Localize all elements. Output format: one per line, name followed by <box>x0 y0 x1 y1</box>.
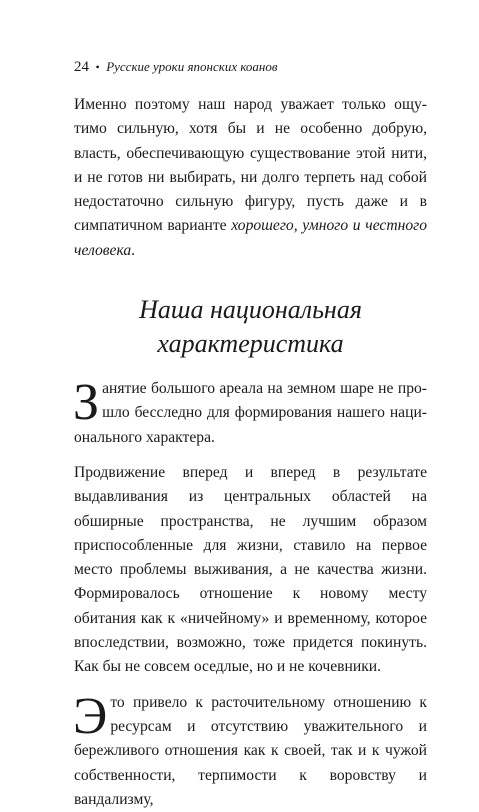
section-heading <box>74 293 427 361</box>
paragraph-intro <box>74 93 427 263</box>
paragraph-resources <box>73 687 427 812</box>
running-header <box>74 58 427 77</box>
paragraph-movement <box>74 461 427 680</box>
dropcap-letter: Э <box>73 687 108 745</box>
paragraph-intro-end: . <box>131 241 136 259</box>
header-bullet: • <box>95 60 100 74</box>
paragraph-intro-text: Именно поэтому наш народ уважает только ощутимо сильную, хотя бы и не особенно добрую, власть, обеспечивающую существование этой нити, и не готов ни выбирать, ни долго терпеть над собой недостаточно сильную фигуру, пусть даже и в симпатичном варианте <box>74 96 427 235</box>
section-heading-line2: характеристика <box>157 329 344 359</box>
book-page <box>74 58 427 812</box>
page-number: 24 <box>74 59 89 75</box>
book-title: Русские уроки японских коанов <box>106 59 278 74</box>
paragraph-area-text: анятие большого ареала на земном шаре не прошло бесследно для формирования нашего национального характера. <box>74 380 427 446</box>
paragraph-intro-italic: хорошего, умного и честного человека <box>74 217 428 259</box>
dropcap-letter: З <box>73 374 100 432</box>
section-heading-line1: Наша национальная <box>139 295 362 325</box>
paragraph-resources-text: то привело к расточительному отношению к ресурсам и отсутствию уважительного и бережливого отношения как к своей, так и к чужой собственности, терпимости к воровству и вандализму, <box>74 693 427 808</box>
paragraph-movement-text: Продвижение вперед и вперед в результате выдавливания из центральных областей на обширные пространства, не лучшим образом приспособленные для жизни, ставило на первое место проблемы выживания, а не качества жизни. Формировалось отношение к новому месту обитания как к «ничейному» и временному, которое впоследствии, возможно, тоже придется покинуть. Как бы не совсем оседлые, но и не кочевники. <box>74 463 427 676</box>
paragraph-area <box>73 374 427 450</box>
